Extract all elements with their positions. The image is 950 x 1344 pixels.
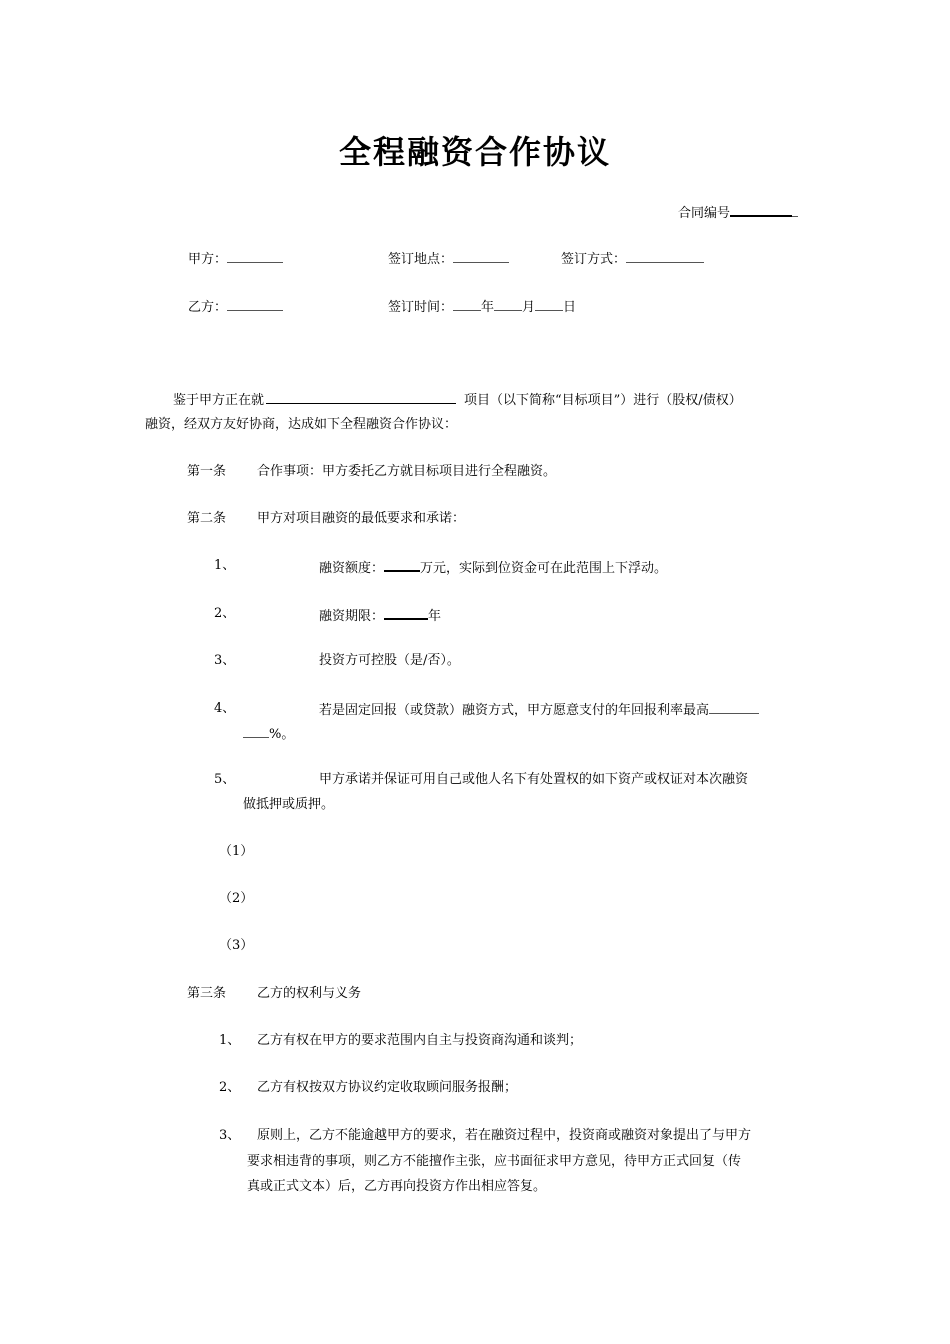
article-3-number: 第三条: [187, 986, 227, 1001]
preamble-line-2: 融资，经双方友好协商，达成如下全程融资合作协议：: [145, 417, 458, 432]
a2-item-2-number: 2、: [214, 606, 236, 621]
sign-place-blank[interactable]: [453, 249, 509, 263]
party-b-label: 乙方：: [188, 300, 228, 315]
article-2-text: 甲方对项目融资的最低要求和承诺：: [257, 511, 466, 526]
sign-time: [388, 297, 576, 317]
document-title: 全程融资合作协议: [338, 133, 611, 171]
sign-method-label: 签订方式：: [561, 252, 627, 267]
project-name-blank[interactable]: [266, 390, 456, 404]
a2-item-5-line-2: 做抵押或质押。: [243, 797, 335, 812]
a2-item-2: [319, 605, 441, 626]
year-label: 年: [481, 300, 495, 315]
a2-item-5-line-1: 甲方承诺并保证可用自己或他人名下有处置权的如下资产或权证对本次融资: [319, 772, 749, 787]
preamble-before: 鉴于甲方正在就: [173, 393, 265, 408]
article-2-number: 第二条: [187, 511, 227, 526]
contract-number-blank[interactable]: [730, 202, 792, 217]
a3-item-2-text: 乙方有权按双方协议约定收取顾问服务报酬；: [257, 1080, 518, 1095]
a2-item-2-label: 融资期限：: [319, 609, 385, 624]
sign-method-blank[interactable]: [626, 249, 704, 263]
term-blank[interactable]: [384, 605, 428, 620]
preamble-line-1: [173, 390, 742, 410]
month-blank[interactable]: [494, 297, 522, 311]
article-3-text: 乙方的权利与义务: [257, 986, 362, 1001]
a2-item-4-unit: %。: [269, 727, 295, 742]
a2-subitem-2: （2）: [219, 891, 254, 906]
a2-item-4-line-1: [319, 700, 759, 720]
article-1-number: 第一条: [187, 464, 227, 479]
party-a: [188, 249, 283, 269]
a2-subitem-3: （3）: [219, 938, 254, 953]
contract-number-label: 合同编号: [678, 206, 731, 221]
a2-item-4-line-2: [243, 724, 294, 744]
a2-item-1: [319, 557, 667, 578]
a2-item-5-number: 5、: [214, 772, 236, 787]
underline-tail: [792, 203, 798, 217]
party-a-blank[interactable]: [227, 249, 283, 263]
month-label: 月: [522, 300, 536, 315]
a2-item-2-unit: 年: [428, 609, 442, 624]
sign-method: [561, 249, 704, 269]
a2-item-1-text: 万元，实际到位资金可在此范围上下浮动。: [420, 561, 668, 576]
a2-item-4-number: 4、: [214, 701, 236, 716]
sign-place: [388, 249, 509, 269]
a3-item-3-line-2: 要求相违背的事项，则乙方不能擅作主张，应书面征求甲方意见，待甲方正式回复（传: [247, 1154, 742, 1169]
party-b: [188, 297, 283, 317]
rate-blank-2[interactable]: [243, 724, 269, 738]
a3-item-3-number: 3、: [219, 1128, 241, 1143]
a2-item-3-text: 投资方可控股（是/否）。: [319, 653, 460, 668]
year-blank[interactable]: [453, 297, 481, 311]
a3-item-2-number: 2、: [219, 1080, 241, 1095]
day-blank[interactable]: [535, 297, 563, 311]
party-a-label: 甲方：: [188, 252, 228, 267]
a3-item-1-number: 1、: [219, 1033, 241, 1048]
a3-item-1-text: 乙方有权在甲方的要求范围内自主与投资商沟通和谈判；: [257, 1033, 583, 1048]
day-label: 日: [563, 300, 577, 315]
party-b-blank[interactable]: [227, 297, 283, 311]
a2-item-1-label: 融资额度：: [319, 561, 385, 576]
preamble-after: 项目（以下简称“目标项目”）进行（股权/债权）: [464, 393, 742, 408]
a2-subitem-1: （1）: [219, 844, 254, 859]
a3-item-3-line-1: 原则上，乙方不能逾越甲方的要求，若在融资过程中，投资商或融资对象提出了与甲方: [257, 1128, 752, 1143]
a2-item-1-number: 1、: [214, 558, 236, 573]
rate-blank-1[interactable]: [709, 700, 759, 714]
article-1-text: 合作事项：甲方委托乙方就目标项目进行全程融资。: [257, 464, 557, 479]
a2-item-3-number: 3、: [214, 653, 236, 668]
a3-item-3-line-3: 真或正式文本）后，乙方再向投资方作出相应答复。: [247, 1179, 547, 1194]
sign-time-label: 签订时间：: [388, 300, 454, 315]
amount-blank[interactable]: [384, 557, 420, 572]
sign-place-label: 签订地点：: [388, 252, 454, 267]
contract-number: [678, 202, 798, 223]
a2-item-4-text: 若是固定回报（或贷款）融资方式，甲方愿意支付的年回报利率最高: [319, 703, 710, 718]
